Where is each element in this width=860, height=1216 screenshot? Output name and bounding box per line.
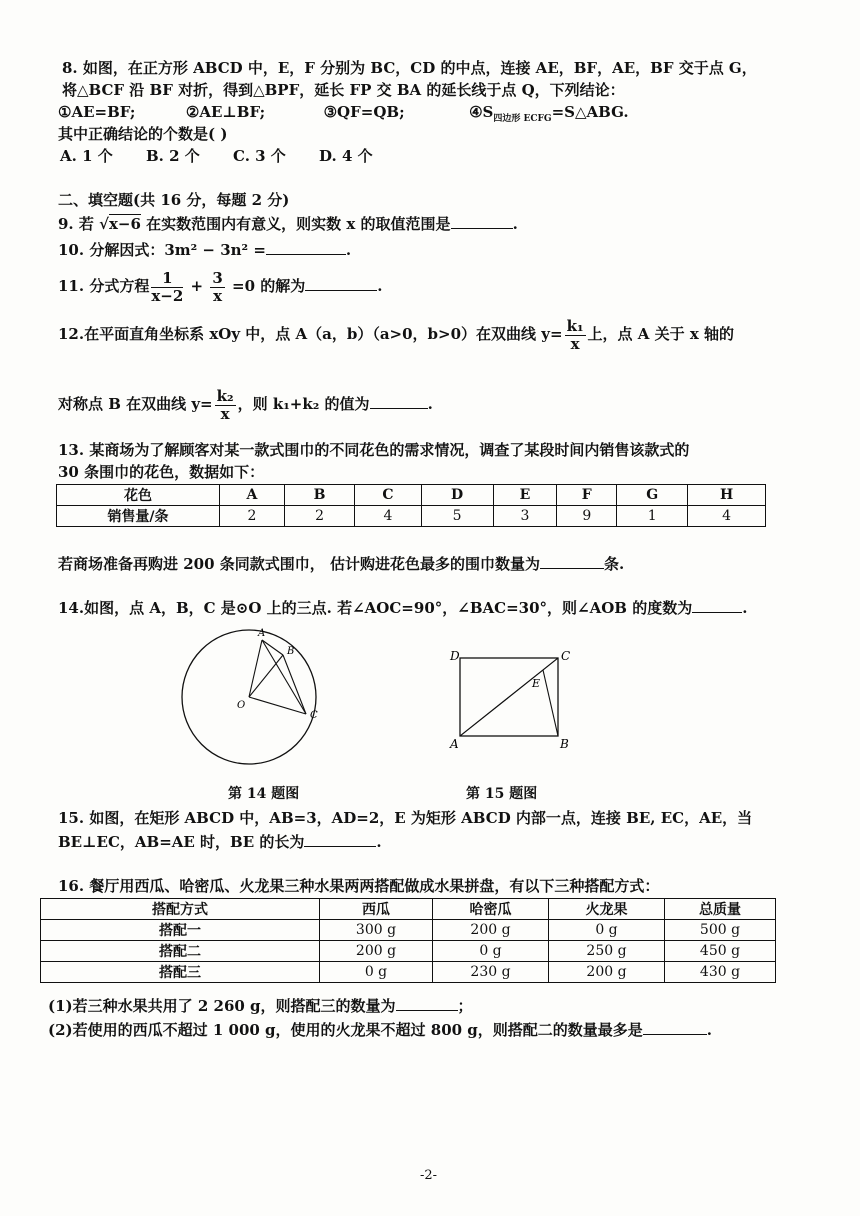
q11-f1-den: x−2	[151, 286, 184, 305]
table-row	[41, 941, 776, 962]
q15-end: .	[376, 833, 382, 851]
table-cell: 2	[220, 506, 285, 527]
fig15-label-a: A	[450, 737, 459, 751]
figure-15-caption: 第 15 题图	[466, 786, 538, 802]
q13-after-end: 条.	[603, 555, 625, 573]
q14-text: 14.如图，点 A，B，C 是⊙O 上的三点. 若∠AOC=90°，∠BAC=30°，则∠AOB 的度数为	[58, 599, 693, 617]
table-cell: 搭配方式	[41, 899, 320, 920]
q8-option-d: D. 4 个	[319, 147, 373, 165]
q11-plus: +	[190, 277, 204, 295]
table-cell: 1	[617, 506, 688, 527]
q16-table-header-row	[41, 899, 776, 920]
table-cell: 0 g	[433, 941, 549, 962]
q15-line2	[58, 832, 382, 852]
table-cell: 哈密瓜	[433, 899, 549, 920]
table-cell: 搭配一	[41, 920, 320, 941]
fig14-label-a: A	[258, 628, 266, 639]
q8-conclusion-4	[469, 103, 629, 124]
q12-line2	[58, 384, 433, 424]
table-cell: A	[220, 485, 285, 506]
q8-line1: 8. 如图，在正方形 ABCD 中，E，F 分别为 BC，CD 的中点，连接 AE，BF，AE，BF 交于点 G，	[62, 59, 757, 77]
q12-pre: 12.在平面直角坐标系 xOy 中，点 A（a，b）（a>0，b>0）在双曲线 y=	[58, 325, 563, 343]
q8-c4-sub: 四边形 ECFG	[493, 114, 552, 124]
q12-fraction-2	[215, 388, 236, 423]
q9-post: 在实数范围内有意义，则实数 x 的取值范围是	[146, 215, 451, 233]
q8-conclusion-3: ③QF=QB;	[323, 103, 405, 121]
figure-14-caption: 第 14 题图	[228, 786, 300, 802]
q11-f2-den: x	[213, 286, 223, 305]
q8-c4-pre: ④S	[469, 103, 494, 121]
q8-option-c: C. 3 个	[233, 147, 286, 165]
table-cell: 500 g	[665, 920, 776, 941]
q14-end: .	[742, 599, 748, 617]
q11	[58, 266, 382, 306]
q10-pre: 10. 分解因式：3m² − 3n² =	[58, 241, 266, 259]
q8-line4: 其中正确结论的个数是( )	[58, 125, 228, 143]
q8-conclusion-2: ②AE⊥BF;	[185, 103, 266, 121]
q10-answer-blank[interactable]	[266, 240, 346, 255]
table-cell: G	[617, 485, 688, 506]
q16-table	[40, 898, 776, 983]
table-cell: E	[493, 485, 557, 506]
q13-line2: 30 条围巾的花色，数据如下：	[58, 463, 265, 481]
q13-question	[58, 554, 624, 574]
q11-f1-num: 1	[151, 270, 183, 288]
q9-radicand: x−6	[108, 215, 141, 233]
table-cell: 总质量	[665, 899, 776, 920]
table-cell: 430 g	[665, 962, 776, 983]
q13-table	[56, 484, 766, 527]
fig14-label-b: B	[287, 646, 295, 657]
q16-line1: 16. 餐厅用西瓜、哈密瓜、火龙果三种水果两两搭配做成水果拼盘，有以下三种搭配方式：	[58, 877, 660, 895]
q12-f1-num: k₁	[566, 316, 584, 335]
q12-post: 上，点 A 关于 x 轴的	[587, 325, 735, 343]
q12-end: .	[427, 395, 433, 413]
table-cell: 0 g	[320, 962, 433, 983]
q11-f2-num: 3	[212, 268, 223, 287]
q15-line2-text: BE⊥EC，AB=AE 时，BE 的长为	[58, 833, 305, 851]
q9-pre: 9. 若	[58, 215, 94, 233]
figure-14	[170, 622, 340, 772]
q16-p1-end: ；	[457, 997, 473, 1015]
q8-conclusion-1: ①AE=BF;	[58, 103, 136, 121]
table-cell: 5	[421, 506, 493, 527]
q11-mid: =0 的解为	[232, 277, 306, 295]
q16-part1	[48, 996, 473, 1016]
table-cell: H	[688, 485, 766, 506]
table-cell: 3	[493, 506, 557, 527]
page-number: -2-	[420, 1168, 438, 1183]
table-cell: D	[421, 485, 493, 506]
fig15-label-d: D	[450, 649, 460, 663]
table-cell: 250 g	[549, 941, 665, 962]
q11-fraction-2	[210, 270, 224, 305]
q13-line1: 13. 某商场为了解顾客对某一款式围巾的不同花色的需求情况，调查了某段时间内销售该款式的	[58, 441, 690, 459]
fig15-label-c: C	[561, 649, 571, 663]
table-cell: B	[284, 485, 354, 506]
q12-f2-num: k₂	[216, 386, 234, 405]
q12-line1	[58, 314, 734, 354]
q14	[58, 598, 747, 618]
table-row	[41, 962, 776, 983]
q11-pre: 11. 分式方程	[58, 277, 150, 295]
table-cell: 200 g	[433, 920, 549, 941]
table-row	[41, 920, 776, 941]
table-cell: 花色	[57, 485, 220, 506]
table-cell: 4	[688, 506, 766, 527]
section-title: 二、填空题(共 16 分，每题 2 分)	[58, 191, 290, 209]
table-cell: 销售量/条	[57, 506, 220, 527]
fig14-label-c: C	[310, 710, 318, 721]
q8-c4-post: =S△ABG.	[551, 103, 629, 121]
q16-part1-answer-blank[interactable]	[396, 996, 458, 1011]
q12-answer-blank[interactable]	[370, 394, 428, 409]
q11-answer-blank[interactable]	[305, 276, 377, 291]
table-cell: 230 g	[433, 962, 549, 983]
table-cell: 搭配二	[41, 941, 320, 962]
q13-after: 若商场准备再购进 200 条同款式围巾， 估计购进花色最多的围巾数量为	[58, 555, 540, 573]
q16-p2-text: (2)若使用的西瓜不超过 1 000 g，使用的火龙果不超过 800 g，则搭配二的数量最多是	[48, 1021, 643, 1039]
table-cell: 200 g	[320, 941, 433, 962]
q13-table-header-row	[57, 485, 766, 506]
table-cell: 搭配三	[41, 962, 320, 983]
q13-table-row	[57, 506, 766, 527]
q11-end: .	[377, 277, 383, 295]
q15-line1: 15. 如图，在矩形 ABCD 中，AB=3，AD=2，E 为矩形 ABCD 内部一点，连接 BE, EC，AE，当	[58, 809, 753, 827]
q10	[58, 240, 351, 260]
q12-l2-pre: 对称点 B 在双曲线 y=	[58, 395, 213, 413]
table-cell: 火龙果	[549, 899, 665, 920]
q8-option-b: B. 2 个	[145, 147, 200, 165]
fig14-label-o: O	[237, 700, 246, 711]
q14-answer-blank[interactable]	[692, 598, 742, 613]
q8-option-a: A. 1 个	[60, 147, 113, 165]
q9-answer-blank[interactable]	[451, 214, 513, 229]
table-cell: 0 g	[549, 920, 665, 941]
q11-fraction-1	[151, 270, 183, 305]
fig15-lines	[460, 658, 558, 736]
q10-end: .	[345, 241, 352, 259]
q8-options	[60, 146, 373, 166]
q15-answer-blank[interactable]	[304, 832, 376, 847]
q16-p1-text: (1)若三种水果共用了 2 260 g，则搭配三的数量为	[48, 997, 396, 1015]
q16-part2	[48, 1020, 712, 1040]
fig15-label-b: B	[560, 737, 569, 751]
figure-15	[440, 640, 580, 755]
table-cell: 西瓜	[320, 899, 433, 920]
q8-line2: 将△BCF 沿 BF 对折，得到△BPF，延长 FP 交 BA 的延长线于点 Q，下列结论：	[62, 81, 625, 99]
q12-fraction-1	[565, 318, 586, 353]
q9	[58, 214, 518, 234]
table-cell: 450 g	[665, 941, 776, 962]
q16-part2-answer-blank[interactable]	[643, 1020, 707, 1035]
q12-f2-den: x	[220, 404, 230, 423]
table-cell: 300 g	[320, 920, 433, 941]
table-cell: 2	[284, 506, 354, 527]
table-cell: 200 g	[549, 962, 665, 983]
table-cell: 9	[557, 506, 617, 527]
q12-f1-den: x	[570, 334, 580, 353]
table-cell: 4	[355, 506, 421, 527]
q9-end: .	[512, 215, 518, 233]
fig15-label-e: E	[532, 677, 541, 690]
q13-answer-blank[interactable]	[540, 554, 604, 569]
q12-l2-post: ，则 k₁+k₂ 的值为	[237, 395, 370, 413]
q16-p2-end: .	[706, 1021, 713, 1039]
table-cell: C	[355, 485, 421, 506]
table-cell: F	[557, 485, 617, 506]
sqrt-sign: √	[99, 215, 109, 233]
